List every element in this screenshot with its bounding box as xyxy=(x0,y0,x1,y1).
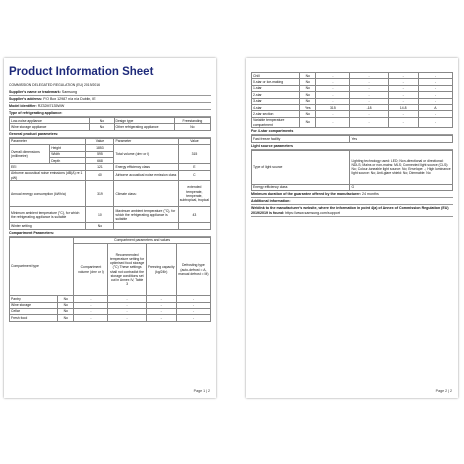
table-row xyxy=(252,150,453,184)
cell: - xyxy=(108,296,146,302)
table-row xyxy=(10,170,211,181)
cell: 14.8 xyxy=(388,104,418,110)
col-header: Compartment volume (dm³ or l) xyxy=(74,244,108,296)
regulation-text: COMMISSION DELEGATED REGULATION (EU) 2019/2016 xyxy=(9,83,101,87)
cell: - xyxy=(316,79,350,85)
light-class-label: Energy efficiency class xyxy=(252,184,350,190)
guarantee-label: Minimum duration of the guarantee offered by the manufacturer: xyxy=(251,192,362,197)
cell: - xyxy=(350,117,388,128)
dim-name: Width xyxy=(50,151,86,157)
col-header: Recommended temperature setting for optimised food storage (°C) These settings shall not contradict the storage conditions set out in Annex IV, Table 3 xyxy=(108,244,146,296)
cell: - xyxy=(388,92,418,98)
cell: No xyxy=(58,308,74,314)
cell: Other refrigerating appliance xyxy=(114,124,174,130)
cell: - xyxy=(108,308,146,314)
cell: No xyxy=(58,296,74,302)
max-temp-label: Maximum ambient temperature (°C), for which the refrigerating appliance is suitable xyxy=(114,207,178,223)
energy-class-value: E xyxy=(178,164,210,170)
dim-name: Depth xyxy=(50,157,86,163)
cell: - xyxy=(74,308,108,314)
total-volume-value: 315 xyxy=(178,145,210,164)
cell: - xyxy=(176,308,210,314)
overall-dim-label: Overall dimensions (millimetre) xyxy=(10,145,50,164)
noise-label: Airborne acoustical noise emissions (dB(A) re 1 pW) xyxy=(10,170,86,181)
cell: - xyxy=(316,117,350,128)
min-temp-value: 10 xyxy=(86,207,114,223)
cell: No xyxy=(300,117,316,128)
compartment-heading: Compartment Parameters: xyxy=(9,230,211,237)
cell: - xyxy=(350,73,388,79)
cell: No xyxy=(300,85,316,91)
weblink-text: Weblink to the manufacturer's website, where the information in point 4(a) of Annex of Commission Regulation (EU) 2019/2019 is found: xyxy=(251,206,449,215)
general-heading: General product parameters: xyxy=(9,131,211,138)
dim-name: Height xyxy=(50,145,86,151)
cell: - xyxy=(146,308,176,314)
cell: 315 xyxy=(316,104,350,110)
cell: Chill xyxy=(252,73,300,79)
cell: - xyxy=(350,85,388,91)
total-volume-label: Total volume (dm³ or l) xyxy=(114,145,178,164)
cell: - xyxy=(146,296,176,302)
cell: Cellar xyxy=(10,308,58,314)
light-type-label: Type of light source xyxy=(252,150,350,184)
compartment-table-continued xyxy=(251,72,453,128)
cell: - xyxy=(418,73,452,79)
supplier-name-value: Samsung xyxy=(61,90,77,94)
cell: - xyxy=(176,315,210,321)
cell: A xyxy=(418,104,452,110)
fast-freeze-label: Fast freeze facility xyxy=(252,136,350,142)
table-row xyxy=(10,315,211,321)
cell: - xyxy=(316,73,350,79)
cell: - xyxy=(74,315,108,321)
type-heading: Type of refrigerating appliance: xyxy=(9,110,211,117)
cell: No xyxy=(300,79,316,85)
cell: - xyxy=(418,92,452,98)
cell: No xyxy=(58,315,74,321)
cell: Fresh food xyxy=(10,315,58,321)
four-star-heading: For 4-star compartments xyxy=(251,128,453,135)
cell: -18 xyxy=(350,104,388,110)
cell: 1-star xyxy=(252,85,300,91)
supplier-name-row xyxy=(9,89,211,96)
cell: No xyxy=(90,124,114,130)
eei-value: 121 xyxy=(86,164,114,170)
cell: - xyxy=(350,79,388,85)
cell: - xyxy=(316,92,350,98)
eei-label: EEI xyxy=(10,164,86,170)
cell: - xyxy=(146,302,176,308)
guarantee-value: 24 months xyxy=(362,192,379,197)
light-heading: Light source parameters xyxy=(251,143,453,150)
cell: No xyxy=(58,302,74,308)
col-header: Freezing capacity (kg/24h) xyxy=(146,244,176,296)
cell: - xyxy=(316,85,350,91)
weblink-url[interactable]: https://www.samsung.com/support xyxy=(285,210,340,215)
min-temp-label: Minimum ambient temperature (°C), for which the refrigerating appliance is suitable xyxy=(10,207,86,223)
table-row xyxy=(252,184,453,190)
noise-value: 40 xyxy=(86,170,114,181)
climate-value: extended temperate, temperate, subtropical, tropical xyxy=(178,181,210,207)
light-table xyxy=(251,150,453,191)
header-cell: Parameter xyxy=(114,138,178,144)
cell: - xyxy=(316,98,350,104)
cell: No xyxy=(300,111,316,117)
cell: Design type xyxy=(114,118,174,124)
general-table xyxy=(9,138,211,230)
header-cell: Value xyxy=(178,138,210,144)
noise-class-value: C xyxy=(178,170,210,181)
supplier-address-value: P.O Box 12987 n/a n/a Dublin, IE xyxy=(43,97,96,101)
cell: - xyxy=(146,315,176,321)
table-row xyxy=(10,223,211,229)
cell: - xyxy=(388,85,418,91)
empty-cell xyxy=(114,223,178,229)
weblink-row xyxy=(251,205,453,217)
table-row xyxy=(252,136,453,142)
cell: - xyxy=(388,98,418,104)
cell: Low-noise appliance xyxy=(10,118,90,124)
compartment-table xyxy=(9,237,211,322)
dim-value: 668 xyxy=(86,157,114,163)
cell: - xyxy=(176,302,210,308)
type-table xyxy=(9,117,211,131)
cell: 2-star xyxy=(252,92,300,98)
noise-class-label: Airborne acoustical noise emission class xyxy=(114,170,178,181)
cell: No xyxy=(300,92,316,98)
page-1 xyxy=(4,58,216,398)
model-value: RZ32M7135WW xyxy=(37,104,65,108)
cell: No xyxy=(300,73,316,79)
cell: 3-star xyxy=(252,98,300,104)
page-number: Page 1 | 2 xyxy=(193,389,210,393)
guarantee-row xyxy=(251,191,453,198)
cell: Pantry xyxy=(10,296,58,302)
cell: - xyxy=(418,111,452,117)
compartment-type-label: Compartment type xyxy=(10,237,74,295)
dim-value: 595 xyxy=(86,151,114,157)
cell: Freestanding xyxy=(174,118,210,124)
cell: - xyxy=(176,296,210,302)
cell: - xyxy=(350,98,388,104)
cell: 2-star section xyxy=(252,111,300,117)
page-number: Page 2 | 2 xyxy=(435,389,452,393)
dim-value: 1853 xyxy=(86,145,114,151)
cell: - xyxy=(108,302,146,308)
table-row xyxy=(252,117,453,128)
winter-label: Winter setting xyxy=(10,223,86,229)
page-2 xyxy=(246,58,458,398)
additional-heading: Additional information: xyxy=(251,198,453,205)
cell: No xyxy=(90,118,114,124)
header-cell: Value xyxy=(86,138,114,144)
fast-freeze-value: Yes xyxy=(350,136,453,142)
cell: No xyxy=(300,98,316,104)
annual-value: 319 xyxy=(86,181,114,207)
cell: - xyxy=(418,98,452,104)
cell: Wine storage xyxy=(10,302,58,308)
model-label: Model identifier: xyxy=(9,104,37,108)
cell: - xyxy=(74,296,108,302)
empty-cell xyxy=(178,223,210,229)
table-row xyxy=(10,124,211,130)
cell: - xyxy=(350,111,388,117)
col-header: Defrosting type (auto-defrost = A, manual defrost = M) xyxy=(176,244,210,296)
energy-class-label: Energy efficiency class xyxy=(114,164,178,170)
table-row xyxy=(10,181,211,207)
cell: - xyxy=(418,117,452,128)
cell: - xyxy=(388,79,418,85)
cell: No xyxy=(174,124,210,130)
supplier-address-row xyxy=(9,96,211,103)
cell: - xyxy=(418,85,452,91)
cell: - xyxy=(316,111,350,117)
compartment-param-head: Compartment parameters and values xyxy=(74,237,211,243)
cell: 0-star or Ice-making xyxy=(252,79,300,85)
header-cell: Parameter xyxy=(10,138,86,144)
light-type-value: Lighting technology used: LED; Non-directional or directional: NDLS; Mains or non-mains: MLS; Connected light source (CLS): No; Colour-tuneable light source: No; Envelope: -; High luminance light source: No; Anti-glare shield: No; Dimmable: No xyxy=(350,150,453,184)
supplier-address-label: Supplier's address: xyxy=(9,97,43,101)
cell: 4-star xyxy=(252,104,300,110)
cell: - xyxy=(388,117,418,128)
model-row xyxy=(9,103,211,110)
annual-label: Annual energy consumption (kWh/a) xyxy=(10,181,86,207)
cell: - xyxy=(388,73,418,79)
cell: Yes xyxy=(300,104,316,110)
supplier-name-label: Supplier's name or trademark: xyxy=(9,90,61,94)
sheet-title: Product Information Sheet xyxy=(9,66,154,78)
cell: - xyxy=(108,315,146,321)
light-class-value: G xyxy=(350,184,453,190)
cell: - xyxy=(350,92,388,98)
cell: Variable temperature compartment xyxy=(252,117,300,128)
fast-freeze-table xyxy=(251,135,453,142)
max-temp-value: 43 xyxy=(178,207,210,223)
winter-value: No xyxy=(86,223,114,229)
cell: - xyxy=(388,111,418,117)
climate-label: Climate class: xyxy=(114,181,178,207)
cell: - xyxy=(74,302,108,308)
cell: - xyxy=(418,79,452,85)
table-row xyxy=(10,207,211,223)
cell: Wine storage appliance xyxy=(10,124,90,130)
